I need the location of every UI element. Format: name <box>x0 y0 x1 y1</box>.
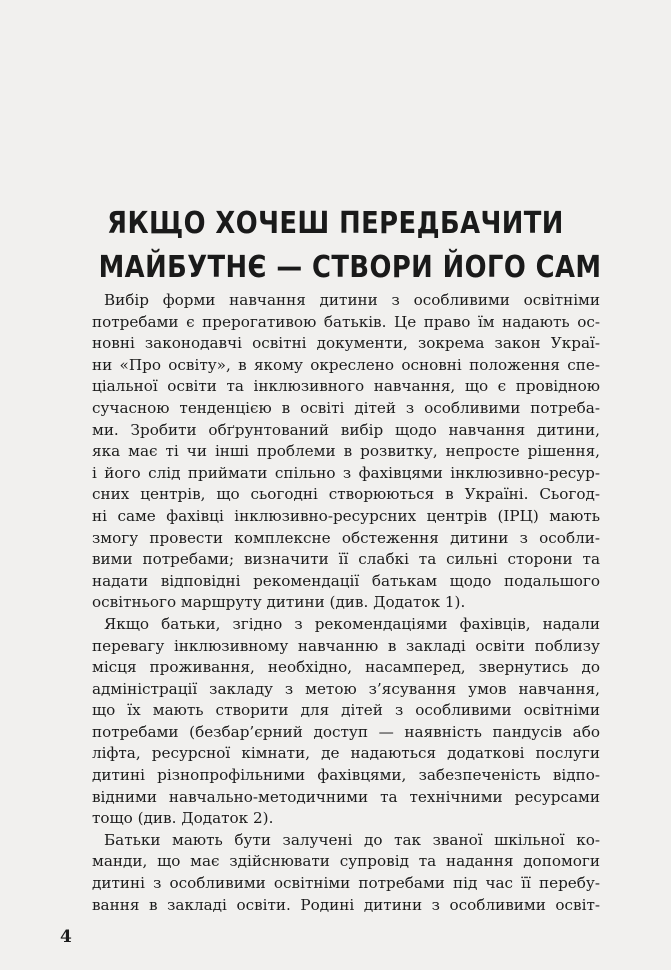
text-line: ни «Про освіту», в якому окреслено основні положення спе- <box>92 355 600 374</box>
text-line: відними навчально-методичними та технічними ресурсами <box>92 787 600 806</box>
text-line: тощо (див. Додаток 2). <box>92 809 274 828</box>
paragraph <box>92 614 600 830</box>
text-line: сних центрів, що сьогодні створюються в Україні. Сьогод- <box>92 485 600 504</box>
paragraph <box>92 830 600 916</box>
chapter-heading <box>98 202 602 290</box>
text-line: ціальної освіти та інклюзивного навчання, що є провідною <box>92 377 600 396</box>
heading-line: ЯКЩО ХОЧЕШ ПЕРЕДБАЧИТИ <box>107 206 564 241</box>
text-line: манди, що має здійснювати супровід та надання допомоги <box>92 852 600 871</box>
text-line: новні законодавчі освітні документи, зокрема закон Украї- <box>92 334 600 353</box>
text-line: ми. Зробити обґрунтований вибір щодо навчання дитини, <box>92 420 600 439</box>
text-line: Вибір форми навчання дитини з особливими освітніми <box>104 291 600 309</box>
text-line: потребами (безбар’єрний доступ — наявність пандусів або <box>92 722 600 741</box>
text-line: освітнього маршруту дитини (див. Додаток 1). <box>92 593 466 612</box>
text-line: яка має ті чи інші проблеми в розвитку, непросте рішення, <box>92 442 600 461</box>
text-line: адміністрації закладу з метою з’ясування умов навчання, <box>92 679 600 698</box>
text-line: Якщо батьки, згідно з рекомендаціями фахівців, надали <box>104 614 600 633</box>
text-line: і його слід приймати спільно з фахівцями інклюзивно-ресур- <box>92 463 600 482</box>
text-line: перевагу інклюзивному навчанню в закладі освіти поблизу <box>92 636 600 655</box>
paragraph <box>92 290 600 614</box>
text-line: ліфта, ресурсної кімнати, де надаються додаткові послуги <box>92 744 600 763</box>
text-line: дитині різнопрофільними фахівцями, забезпеченість відпо- <box>92 766 600 785</box>
text-line: ні саме фахівці інклюзивно-ресурсних центрів (ІРЦ) мають <box>92 506 600 525</box>
text-line: змогу провести комплексне обстеження дитини з особли- <box>92 528 600 547</box>
text-line: вання в закладі освіти. Родині дитини з особливими освіт- <box>92 895 600 914</box>
text-line: надати відповідні рекомендації батькам щодо подальшого <box>92 571 600 590</box>
page-number: 4 <box>60 927 72 947</box>
body-text <box>92 290 600 916</box>
text-line: потребами є прерогативою батьків. Це право їм надають ос- <box>92 312 600 331</box>
heading-line: МАЙБУТНЄ — СТВОРИ ЙОГО САМ <box>98 250 602 285</box>
text-line: дитині з особливими освітніми потребами під час її перебу- <box>92 874 600 893</box>
text-line: місця проживання, необхідно, насамперед, звернутись до <box>92 658 600 677</box>
text-line: вими потребами; визначити її слабкі та сильні сторони та <box>92 550 600 569</box>
text-line: Батьки мають бути залучені до так званої шкільної ко- <box>104 830 600 849</box>
text-line: сучасною тенденцією в освіті дітей з особливими потреба- <box>92 398 600 417</box>
text-line: що їх мають створити для дітей з особливими освітніми <box>92 701 600 720</box>
